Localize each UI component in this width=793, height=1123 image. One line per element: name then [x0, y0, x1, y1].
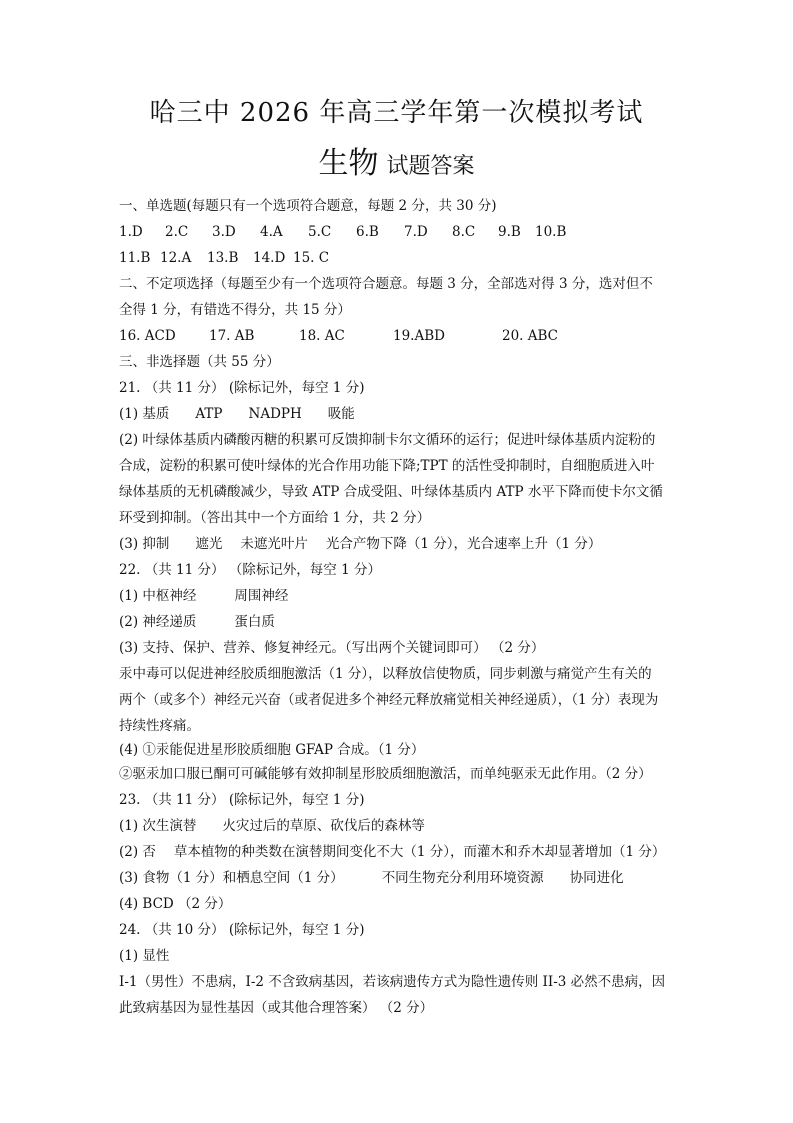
q21-part2-line: (2) 叶绿体基质内磷酸丙糖的积累可反馈抑制卡尔文循环的运行；促进叶绿体基质内淀粉的 [119, 432, 656, 448]
q23-part2-item: (2) 否 [119, 844, 156, 860]
answer-body [119, 193, 684, 1021]
q22-header: 22. （共 11 分） （除标记外，每空 1 分） [119, 562, 381, 578]
section2-heading-line1: 二、不定项选择（每题至少有一个选项符合题意。每题 3 分，全部选对得 3 分，选对但不 [119, 276, 653, 292]
answer-item: 6.B [356, 224, 379, 240]
answer-item: 18. AC [299, 328, 345, 344]
q22-part2-item: (2) 神经递质 [119, 614, 197, 630]
answer-item: 4.A [260, 224, 283, 240]
q24-part2-line: I-1（男性）不患病，I-2 不含致病基因，若该病遗传方式为隐性遗传则 II-3 必然不患病，因 [119, 974, 666, 990]
q22-part2-item: 蛋白质 [234, 614, 275, 630]
section3-heading: 三、非选择题（共 55 分） [119, 354, 280, 370]
q23-part1-item: (1) 次生演替 [119, 818, 197, 834]
answer-item: 10.B [535, 224, 567, 240]
answer-item: 7.D [404, 224, 428, 240]
q23-part3 [119, 865, 684, 891]
q23-part1 [119, 813, 684, 839]
answer-item: 8.C [452, 224, 476, 240]
q21-part3-item: 光合产物下降（1 分），光合速率上升（1 分） [325, 536, 602, 552]
q23-part2-item: 草本植物的种类数在演替期间变化不大（1 分），而灌木和乔木却显著增加（1 分） [173, 844, 666, 860]
answer-item: 2.C [165, 224, 189, 240]
subject-suffix: 试题答案 [386, 154, 475, 179]
q24-part1: (1) 显性 [119, 948, 170, 964]
answer-item: 5.C [308, 224, 332, 240]
q21-part3-item: 未遮光叶片 [240, 536, 308, 552]
answer-item: 14.D [253, 250, 286, 266]
answer-item: 20. ABC [502, 328, 559, 344]
q22-part6: ②驱汞加口服已酮可可碱能够有效抑制星形胶质细胞激活，而单纯驱汞无此作用。（2 分） [119, 766, 652, 782]
q22-part4-line: 两个（或多个）神经元兴奋（或者促进多个神经元释放痛觉相关神经递质），（1 分）表现为 [119, 692, 659, 708]
q22-part4-line: 持续性疼痛。 [119, 718, 200, 734]
answer-item: 16. ACD [119, 328, 176, 344]
q22-part1 [119, 583, 684, 609]
answer-item: 1.D [119, 224, 143, 240]
answer-item: 13.B [207, 250, 239, 266]
q23-part1-item: 火灾过后的草原、砍伐后的森林等 [222, 818, 425, 834]
q21-header: 21. （共 11 分） (除标记外，每空 1 分) [119, 380, 365, 396]
q21-part2-line: 合成，淀粉的积累可使叶绿体的光合作用功能下降;TPT 的活性受抑制时，自细胞质进入叶 [119, 458, 655, 474]
q22-part2 [119, 609, 684, 635]
q21-part1-item: NADPH [248, 406, 302, 422]
answer-item: 9.B [498, 224, 521, 240]
q24-header: 24. （共 10 分） (除标记外，每空 1 分) [119, 922, 365, 938]
q21-part1 [119, 401, 684, 427]
answer-item: 11.B [119, 250, 151, 266]
q21-part1-item: 吸能 [327, 406, 355, 422]
answer-item: 3.D [212, 224, 236, 240]
q21-part1-item: (1) 基质 [119, 406, 170, 422]
q22-part4-line: 汞中毒可以促进神经胶质细胞激活（1 分），以释放信使物质，同步刺激与痛觉产生有关的 [119, 666, 652, 682]
q22-part1-item: 周围神经 [234, 588, 289, 604]
answer-item: 12.A [160, 250, 192, 266]
q23-part4: (4) BCD （2 分） [119, 896, 232, 912]
q24-part2-line: 此致病基因为显性基因（或其他合理答案） （2 分） [119, 1000, 434, 1016]
q21-part3-item: (3) 抑制 [119, 536, 170, 552]
q23-header: 23. （共 11 分） (除标记外，每空 1 分) [119, 792, 365, 808]
exam-title: 哈三中 2026 年高三学年第一次模拟考试 [149, 98, 644, 128]
q21-part2-line: 环受到抑制。（答出其中一个方面给 1 分，共 2 分） [119, 510, 431, 526]
q23-part3-item: 协同进化 [569, 870, 624, 886]
answer-item: 15. C [293, 250, 330, 266]
section1-heading: 一、单选题(每题只有一个选项符合题意，每题 2 分，共 30 分) [119, 198, 497, 214]
q21-part2-line: 绿体基质的无机磷酸减少，导致 ATP 合成受阻、叶绿体基质内 ATP 水平下降而使卡尔文循 [119, 484, 663, 500]
q22-part3: (3) 支持、保护、营养、修复神经元。（写出两个关键词即可） （2 分） [119, 640, 545, 656]
q23-part2 [119, 839, 684, 865]
subject-name: 生物 [318, 146, 379, 181]
exam-subtitle [0, 138, 793, 182]
q21-part3 [119, 531, 684, 557]
section2-answers-row [119, 323, 684, 349]
section1-answers-row2 [119, 245, 684, 271]
q21-part3-item: 遮光 [195, 536, 223, 552]
q23-part3-item: 不同生物充分利用环境资源 [381, 870, 544, 886]
q22-part1-item: (1) 中枢神经 [119, 588, 197, 604]
q23-part3-item: (3) 食物（1 分）和栖息空间（1 分） [119, 870, 344, 886]
section1-answers-row1 [119, 219, 684, 245]
q21-part1-item: ATP [195, 406, 223, 422]
section2-heading-line2: 全得 1 分，有错选不得分，共 15 分） [119, 302, 351, 318]
answer-item: 17. AB [209, 328, 255, 344]
q22-part5: (4) ①汞能促进星形胶质细胞 GFAP 合成。（1 分） [119, 742, 425, 758]
answer-item: 19.ABD [393, 328, 445, 344]
